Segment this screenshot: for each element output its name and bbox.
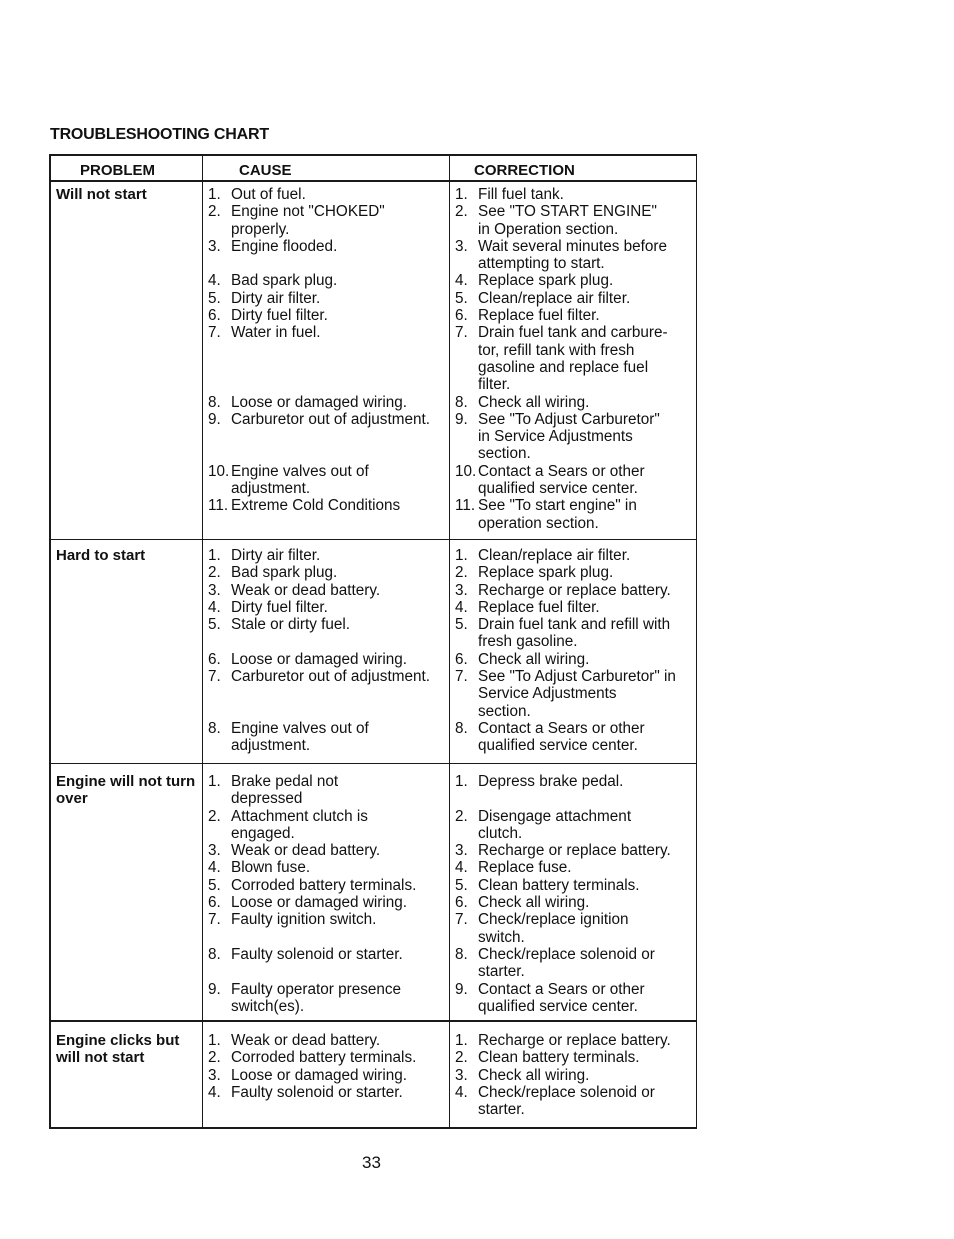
list-item: 4. Dirty fuel filter. <box>208 598 328 616</box>
list-item: 3. Recharge or replace battery. <box>455 581 671 599</box>
list-item: 8. Check/replace solenoid or starter. <box>455 945 655 981</box>
list-item: 4. Faulty solenoid or starter. <box>208 1083 403 1101</box>
header-correction: CORRECTION <box>474 162 575 179</box>
list-item: 8. Contact a Sears or other qualified service center. <box>455 719 645 755</box>
list-item: 1. Depress brake pedal. <box>455 773 624 790</box>
causes-engine-clicks-but-will-not-start <box>205 1032 449 1101</box>
causes-engine-will-not-turn-over <box>205 773 449 1015</box>
corrections-will-not-start <box>452 186 696 532</box>
problem-engine-clicks-but-will-not-start: Engine clicks but will not start <box>56 1032 180 1066</box>
page-number: 33 <box>362 1153 381 1172</box>
list-item: 4. Blown fuse. <box>208 859 311 877</box>
list-item: 7. Carburetor out of adjustment. <box>208 668 430 686</box>
list-item: 6. Replace fuel filter. <box>455 307 600 325</box>
corrections-engine-clicks-but-will-not-start <box>452 1032 696 1118</box>
list-item: 6. Loose or damaged wiring. <box>208 650 408 668</box>
list-item: 7. Faulty ignition switch. <box>208 911 377 929</box>
list-item: 3. Engine flooded. <box>208 237 338 255</box>
list-item: 1. Dirty air filter. <box>208 547 321 564</box>
list-item: 5. Corroded battery terminals. <box>208 876 417 894</box>
list-item: 2. Bad spark plug. <box>208 564 338 582</box>
corrections-engine-will-not-turn-over <box>452 773 696 1015</box>
problem-hard-to-start: Hard to start <box>56 547 146 564</box>
chart-title: TROUBLESHOOTING CHART <box>50 126 269 143</box>
list-item: 2. Replace spark plug. <box>455 564 614 582</box>
list-item: 8. Engine valves out of adjustment. <box>208 719 369 755</box>
causes-hard-to-start <box>205 547 449 755</box>
column-divider <box>449 156 450 1127</box>
header-cause: CAUSE <box>239 162 292 179</box>
list-item: 3. Weak or dead battery. <box>208 842 381 860</box>
problem-engine-will-not-turn-over: Engine will not turn over <box>56 773 196 807</box>
list-item: 7. Drain fuel tank and carbure- tor, refill tank with fresh gasoline and replace fuel filter. <box>455 324 668 394</box>
list-item: 3. Recharge or replace battery. <box>455 842 671 860</box>
list-item: 2. See "TO START ENGINE" in Operation section. <box>455 203 657 238</box>
header-rule <box>51 180 696 182</box>
section-rule <box>51 539 696 540</box>
list-item: 4. Bad spark plug. <box>208 272 338 290</box>
list-item: 11. Extreme Cold Conditions <box>208 497 401 515</box>
list-item: 3. Weak or dead battery. <box>208 581 381 599</box>
section-rule <box>51 763 696 764</box>
column-divider <box>202 156 203 1127</box>
list-item: 3. Loose or damaged wiring. <box>208 1066 408 1084</box>
list-item: 2. Engine not "CHOKED" properly. <box>208 203 385 238</box>
list-item: 9. Carburetor out of adjustment. <box>208 410 430 428</box>
list-item: 1. Fill fuel tank. <box>455 186 564 203</box>
list-item: 9. Contact a Sears or other qualified service center. <box>455 980 645 1015</box>
problem-will-not-start: Will not start <box>56 186 147 203</box>
list-item: 6. Dirty fuel filter. <box>208 307 328 325</box>
list-item: 3. Wait several minutes before attempting to start. <box>455 237 668 273</box>
header-problem: PROBLEM <box>80 162 155 179</box>
list-item: 6. Check all wiring. <box>455 650 590 668</box>
list-item: 9. See "To Adjust Carburetor" in Service Adjustments section. <box>455 410 660 463</box>
section-rule <box>51 1020 696 1022</box>
list-item: 10. Engine valves out of adjustment. <box>208 462 369 498</box>
list-item: 8. Check all wiring. <box>455 393 590 411</box>
causes-will-not-start <box>205 186 449 515</box>
list-item: 1. Recharge or replace battery. <box>455 1032 671 1049</box>
list-item: 1. Weak or dead battery. <box>208 1032 381 1049</box>
list-item: 2. Attachment clutch is engaged. <box>208 807 368 842</box>
corrections-hard-to-start <box>452 547 696 755</box>
list-item: 4. Check/replace solenoid or starter. <box>455 1083 655 1119</box>
list-item: 6. Loose or damaged wiring. <box>208 894 408 912</box>
list-item: 7. See "To Adjust Carburetor" in Service Adjustments section. <box>455 668 676 720</box>
list-item: 2. Disengage attachment clutch. <box>455 807 632 842</box>
list-item: 4. Replace fuel filter. <box>455 598 600 616</box>
list-item: 7. Check/replace ignition switch. <box>455 911 629 946</box>
list-item: 5. Clean/replace air filter. <box>455 289 631 307</box>
list-item: 1. Clean/replace air filter. <box>455 547 631 564</box>
list-item: 5. Dirty air filter. <box>208 289 321 307</box>
list-item: 1. Brake pedal not depressed <box>208 773 339 808</box>
list-item: 5. Stale or dirty fuel. <box>208 616 351 634</box>
list-item: 1. Out of fuel. <box>208 186 306 203</box>
list-item: 4. Replace fuse. <box>455 859 572 877</box>
list-item: 9. Faulty operator presence switch(es). <box>208 980 402 1015</box>
list-item: 6. Check all wiring. <box>455 894 590 912</box>
list-item: 3. Check all wiring. <box>455 1066 590 1084</box>
list-item: 5. Drain fuel tank and refill with fresh gasoline. <box>455 616 671 651</box>
troubleshooting-table <box>49 154 697 1129</box>
list-item: 10. Contact a Sears or other qualified service center. <box>455 462 645 498</box>
list-item: 7. Water in fuel. <box>208 324 321 342</box>
list-item: 8. Loose or damaged wiring. <box>208 393 408 411</box>
list-item: 11. See "To start engine" in operation section. <box>455 497 637 532</box>
list-item: 5. Clean battery terminals. <box>455 876 640 894</box>
list-item: 8. Faulty solenoid or starter. <box>208 945 403 963</box>
list-item: 2. Corroded battery terminals. <box>208 1049 417 1067</box>
list-item: 2. Clean battery terminals. <box>455 1049 640 1067</box>
list-item: 4. Replace spark plug. <box>455 272 614 290</box>
